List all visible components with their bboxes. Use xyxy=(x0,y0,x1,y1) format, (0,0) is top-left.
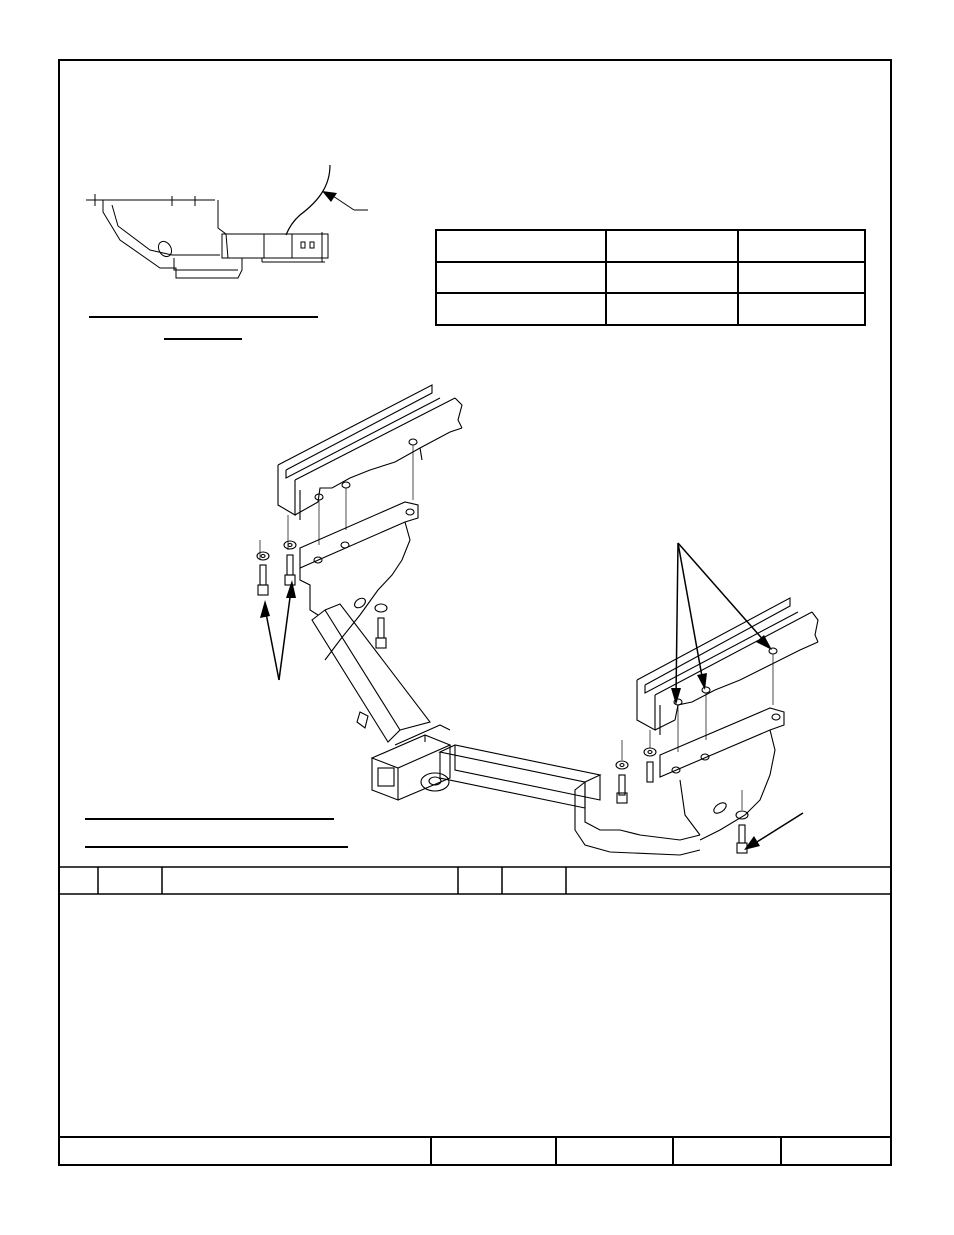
left-hardware xyxy=(257,541,387,648)
right-hardware xyxy=(616,748,748,853)
left-hitch-bracket xyxy=(300,502,418,660)
exploded-view-diagram xyxy=(257,385,818,855)
right-hitch-bracket xyxy=(660,708,784,840)
cross-tube xyxy=(440,745,700,855)
left-frame-rail xyxy=(278,385,462,520)
parts-list-header xyxy=(59,867,891,894)
receiver-box xyxy=(372,725,450,800)
alignment-lines xyxy=(260,445,773,810)
cross-tube-left-arm xyxy=(312,604,430,742)
sheet-border xyxy=(59,60,891,1165)
spec-table xyxy=(436,230,865,325)
right-frame-rail xyxy=(637,598,818,735)
bottom-bolt-callout-arrow xyxy=(744,813,803,850)
safety-chain-loop xyxy=(421,773,449,791)
side-view-diagram xyxy=(86,165,368,278)
footer-title-block xyxy=(59,1137,891,1165)
